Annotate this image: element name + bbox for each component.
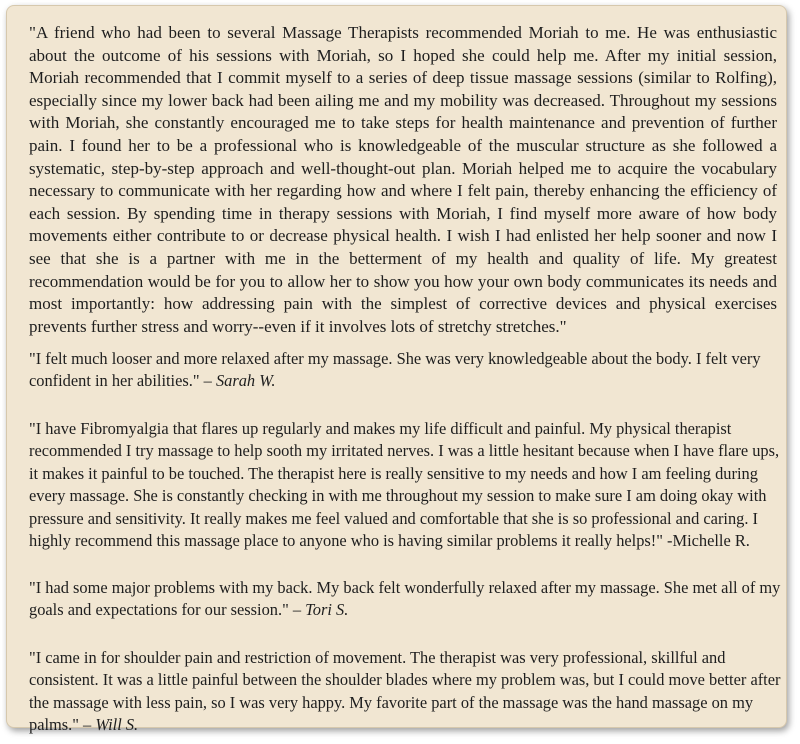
testimonial-3: [29, 418, 781, 552]
testimonial-2: [29, 348, 781, 393]
testimonial-1: [29, 22, 777, 338]
testimonial-quote: "I have Fibromyalgia that flares up regularly and makes my life difficult and painful. My physical therapist recommended I try massage to help sooth my irritated nerves. I was a little hesitant because when I have flare ups, it makes it painful to be touched. The therapist here is really sensitive to my needs and how I am feeling during every massage. She is constantly checking in with me throughout my session to make sure I am doing okay with pressure and sensitivity. It really makes me feel valued and comfortable that she is so professional and caring. I highly recommend this massage place to anyone who is having similar problems it really helps!" -Michelle R.: [29, 419, 780, 551]
testimonial-author: Tori S.: [305, 600, 349, 620]
testimonials-card: [6, 5, 787, 735]
testimonial-quote: "I came in for shoulder pain and restriction of movement. The therapist was very professional, skillful and consistent. It was a little painful between the shoulder blades where my problem was, but I could move better after the massage with less pain, so I was very happy. My favorite part of the massage was the hand massage on my palms." –: [29, 648, 781, 735]
testimonial-author: Sarah W.: [215, 371, 276, 391]
testimonial-author: Will S.: [95, 715, 139, 735]
testimonial-5: [29, 647, 781, 737]
testimonial-4: [29, 577, 781, 622]
testimonial-quote: "I had some major problems with my back. My back felt wonderfully relaxed after my massage. She met all of my goals and expectations for our session." –: [29, 578, 781, 620]
testimonial-quote: "A friend who had been to several Massage Therapists recommended Moriah to me. He was enthusiastic about the outcome of his sessions with Moriah, so I hoped she could help me. After my initial session, Moriah recommended that I commit myself to a series of deep tissue massage sessions (similar to Rolfing), especially since my lower back had been ailing me and my mobility was decreased. Throughout my sessions with Moriah, she constantly encouraged me to take steps for health maintenance and prevention of further pain. I found her to be a professional who is knowledgeable of the muscular structure as she followed a systematic, step-by-step approach and well-thought-out plan. Moriah helped me to acquire the vocabulary necessary to communicate with her regarding how and where I felt pain, thereby enhancing the efficiency of each session. By spending time in therapy sessions with Moriah, I find myself more aware of how body movements either contribute to or decrease physical health. I wish I had enlisted her help sooner and now I see that she is a partner with me in the betterment of my health and quality of life. My greatest recommendation would be for you to allow her to show you how your own body communicates its needs and most importantly: how addressing pain with the simplest of corrective devices and physical exercises prevents further stress and worry--even if it involves lots of stretchy stretches.": [29, 23, 777, 336]
testimonial-quote: "I felt much looser and more relaxed after my massage. She was very knowledgeable about the body. I felt very confident in her abilities." –: [29, 349, 761, 391]
